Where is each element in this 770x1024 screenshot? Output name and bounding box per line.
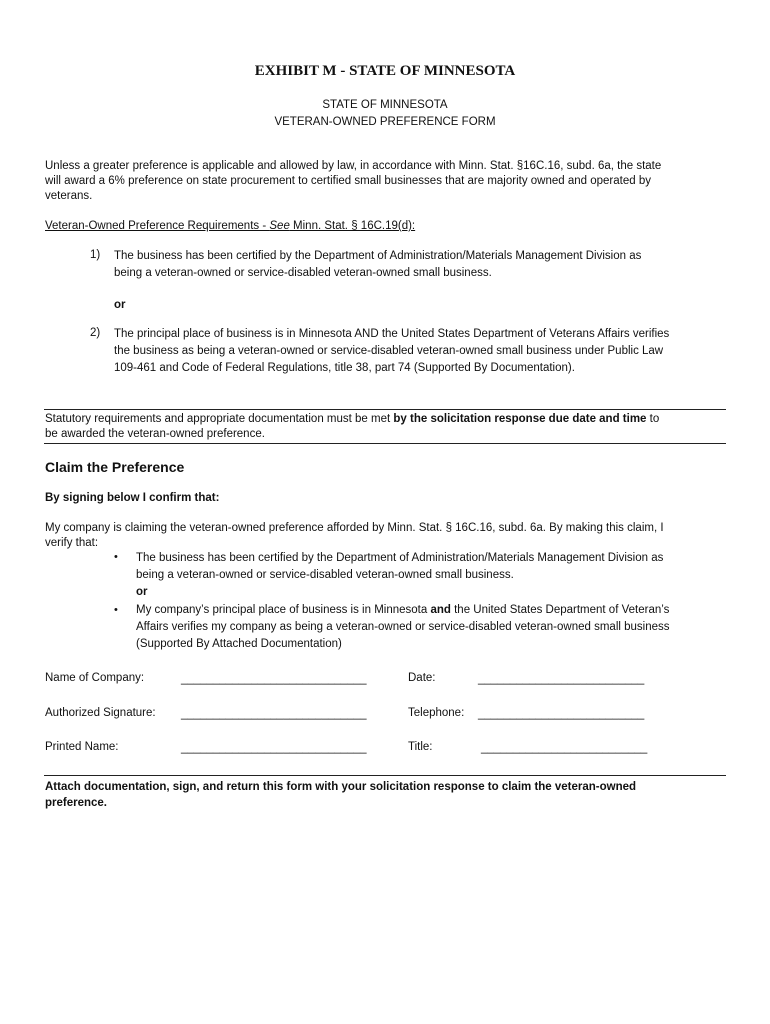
footer-line: preference.	[45, 797, 108, 809]
claim-line: verify that:	[45, 537, 99, 549]
claim-bullet-line: (Supported By Attached Documentation)	[136, 638, 342, 650]
printed-name-label: Printed Name:	[45, 741, 119, 753]
date-field[interactable]: __________________________	[478, 673, 645, 685]
date-label: Date:	[408, 672, 436, 684]
bullet-2-suffix: the United States Department of Veteran’s	[450, 604, 670, 616]
claim-bullet-1	[136, 550, 736, 601]
company-label: Name of Company:	[45, 672, 145, 684]
or-separator: or	[136, 586, 148, 598]
requirement-line: 109-461 and Code of Federal Regulations, title 38, part 74 (Supported By Documentation).	[114, 362, 575, 374]
statutory-line: be awarded the veteran-owned preference.	[45, 428, 265, 440]
or-separator: or	[114, 299, 126, 311]
bullet-2-prefix: My company’s principal place of business is in Minnesota	[136, 604, 431, 616]
telephone-field[interactable]: __________________________	[478, 708, 645, 720]
intro-paragraph	[45, 159, 735, 204]
requirement-line: being a veteran-owned or service-disabled veteran-owned small business.	[114, 267, 492, 279]
claim-bullet-2	[136, 602, 736, 653]
intro-line: will award a 6% preference on state procurement to certified small businesses that are majority owned and operated by	[45, 175, 651, 187]
claim-line: My company is claiming the veteran-owned preference afforded by Minn. Stat. § 16C.16, subd. 6a. By making this claim, I	[45, 522, 664, 534]
company-field[interactable]: _____________________________	[181, 673, 367, 685]
exhibit-title: EXHIBIT M - STATE OF MINNESOTA	[254, 63, 516, 79]
requirement-item-2	[114, 326, 734, 377]
bullet-icon: •	[114, 551, 118, 563]
confirm-statement: By signing below I confirm that:	[45, 492, 220, 504]
title-field[interactable]: __________________________	[481, 742, 648, 754]
claim-bullet-line	[136, 602, 736, 619]
state-heading: STATE OF MINNESOTA	[322, 99, 448, 111]
requirements-heading-prefix: Veteran-Owned Preference Requirements -	[45, 220, 270, 232]
signature-field[interactable]: _____________________________	[181, 708, 367, 720]
statutory-bold: by the solicitation response due date and time	[393, 413, 647, 425]
requirements-heading	[45, 219, 415, 234]
statutory-line	[45, 412, 735, 427]
telephone-label: Telephone:	[408, 707, 465, 719]
requirements-heading-see: See	[269, 220, 290, 232]
claim-paragraph	[45, 521, 735, 551]
requirement-line: the business as being a veteran-owned or service-disabled veteran-owned small business under Public Law	[114, 345, 664, 357]
statutory-suffix: to	[646, 413, 660, 425]
requirement-line: The principal place of business is in Minnesota AND the United States Department of Veterans Affairs verifies	[114, 328, 670, 340]
form-title: VETERAN-OWNED PREFERENCE FORM	[274, 116, 496, 128]
divider	[44, 409, 726, 410]
statutory-prefix: Statutory requirements and appropriate documentation must be met	[45, 413, 394, 425]
intro-line: veterans.	[45, 190, 93, 202]
item-number: 1)	[90, 249, 101, 261]
footer-line: Attach documentation, sign, and return this form with your solicitation response to claim the veteran-owned	[45, 781, 637, 793]
printed-name-field[interactable]: _____________________________	[181, 742, 367, 754]
claim-bullet-line: Affairs verifies my company as being a veteran-owned or service-disabled veteran-owned small business	[136, 621, 670, 633]
item-number: 2)	[90, 327, 101, 339]
requirement-line: The business has been certified by the Department of Administration/Materials Management Division as	[114, 250, 642, 262]
signature-label: Authorized Signature:	[45, 707, 156, 719]
bullet-2-bold: and	[430, 604, 451, 616]
requirement-item-1	[114, 248, 734, 282]
bullet-icon: •	[114, 604, 118, 616]
claim-heading: Claim the Preference	[45, 459, 185, 475]
claim-bullet-line: The business has been certified by the Department of Administration/Materials Management Division as	[136, 552, 664, 564]
requirements-heading-suffix: Minn. Stat. § 16C.19(d):	[289, 220, 416, 232]
statutory-notice	[45, 412, 735, 442]
footer-instructions	[45, 779, 735, 811]
intro-line: Unless a greater preference is applicable and allowed by law, in accordance with Minn. Stat. §16C.16, subd. 6a, the state	[45, 160, 662, 172]
title-label: Title:	[408, 741, 433, 753]
divider	[44, 443, 726, 444]
divider	[44, 775, 726, 776]
claim-bullet-line: being a veteran-owned or service-disabled veteran-owned small business.	[136, 569, 514, 581]
